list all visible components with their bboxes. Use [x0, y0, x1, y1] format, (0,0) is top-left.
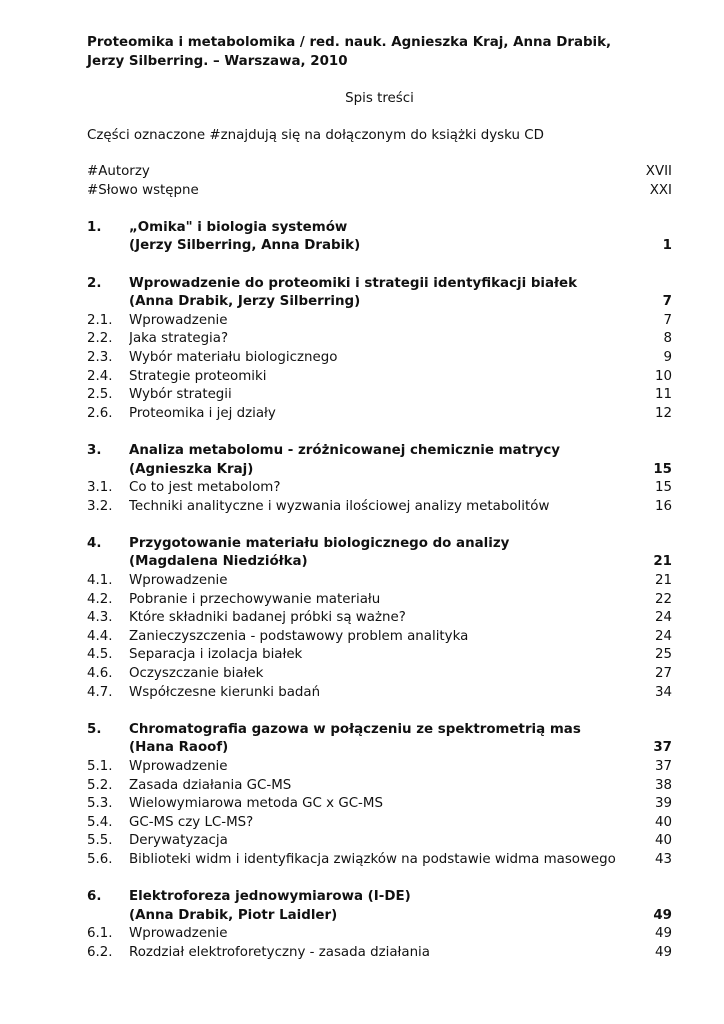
entry-number: 2.3.	[87, 349, 113, 365]
entry-page-number: 49	[654, 926, 672, 942]
front-matter-entry	[87, 182, 672, 201]
chapter-heading	[87, 888, 672, 907]
entry-page-number	[638, 535, 672, 554]
chapter-block	[87, 442, 672, 516]
chapter-authors	[87, 237, 672, 256]
entry-page-number: 37	[654, 759, 672, 774]
header-line-2: Jerzy Silberring. – Warszawa, 2010	[87, 54, 348, 69]
entry-page-number: 49	[654, 944, 672, 960]
toc-title: Spis treści	[345, 91, 414, 106]
section-entry	[87, 646, 672, 665]
entry-number: 4.1.	[87, 573, 113, 589]
entry-number: 5.1.	[87, 759, 113, 774]
entry-number	[87, 553, 129, 572]
chapter-heading	[87, 442, 672, 461]
entry-number	[87, 293, 129, 312]
section-entry	[87, 795, 672, 814]
entry-page-number: 39	[654, 796, 672, 812]
entry-page-number: 25	[654, 647, 672, 663]
entry-title: Wprowadzenie	[129, 573, 228, 589]
entry-title: Biblioteki widm i identyfikacja związków na podstawie widma masowego	[129, 851, 616, 867]
entry-page-number	[638, 442, 672, 461]
entry-title: Wielowymiarowa metoda GC x GC-MS	[129, 796, 383, 812]
entry-title: Derywatyzacja	[129, 833, 228, 849]
entry-title: Które składniki badanej próbki są ważne?	[129, 610, 406, 626]
entry-number	[87, 907, 129, 926]
entry-page-number: 40	[654, 833, 672, 849]
chapter-authors-text: (Anna Drabik, Piotr Laidler)	[129, 907, 338, 923]
section-entry	[87, 684, 672, 703]
entry-number	[87, 461, 129, 480]
entry-number: 6.2.	[87, 944, 113, 960]
entry-number	[87, 237, 129, 256]
entry-page-number	[638, 721, 672, 740]
entry-page-number: 12	[654, 405, 672, 421]
entry-page-number: 21	[653, 554, 672, 570]
entry-title: Wybór strategii	[129, 387, 232, 403]
entry-page-number: 37	[653, 740, 672, 756]
chapter-authors	[87, 739, 672, 758]
entry-page-number: 22	[654, 591, 672, 607]
entry-page-number: 11	[654, 387, 672, 403]
entry-number: 5.5.	[87, 833, 113, 849]
document-page	[87, 33, 672, 963]
section-entry	[87, 851, 672, 870]
entry-number: 3.1.	[87, 480, 113, 496]
chapter-authors	[87, 907, 672, 926]
entry-title: Wybór materiału biologicznego	[129, 349, 338, 365]
front-matter-entry	[87, 163, 672, 182]
entry-page-number: 27	[654, 666, 672, 682]
entry-page-number: 49	[653, 907, 672, 923]
section-entry	[87, 925, 672, 944]
section-entry	[87, 386, 672, 405]
entry-title: #Słowo wstępne	[87, 182, 199, 198]
section-entry	[87, 609, 672, 628]
entry-title: Chromatografia gazowa w połączeniu ze spektrometrią mas	[129, 721, 581, 737]
entry-page-number: 21	[654, 573, 672, 589]
section-entry	[87, 814, 672, 833]
bibliographic-header	[87, 33, 672, 71]
entry-page-number: 7	[663, 312, 672, 328]
entry-page-number: 8	[663, 331, 672, 347]
chapter-authors-text: (Agnieszka Kraj)	[129, 461, 254, 477]
section-entry	[87, 665, 672, 684]
entry-title: Wprowadzenie	[129, 312, 228, 328]
entry-number: 1.	[87, 219, 102, 235]
chapter-authors	[87, 461, 672, 480]
chapter-authors-text: (Jerzy Silberring, Anna Drabik)	[129, 238, 361, 254]
entry-number: 4.2.	[87, 591, 113, 607]
entry-page-number: 15	[654, 480, 672, 496]
section-entry	[87, 498, 672, 517]
entry-title: Co to jest metabolom?	[129, 480, 281, 496]
entry-title: Wprowadzenie	[129, 926, 228, 942]
entry-number: 4.6.	[87, 666, 113, 682]
entry-title: Współczesne kierunki badań	[129, 684, 321, 700]
section-entry	[87, 628, 672, 647]
entry-title: Pobranie i przechowywanie materiału	[129, 591, 381, 607]
cd-note: Części oznaczone #znajdują się na dołączonym do książki dysku CD	[87, 128, 544, 143]
chapter-authors	[87, 293, 672, 312]
entry-number: 2.	[87, 275, 102, 291]
section-entry	[87, 479, 672, 498]
entry-title: Przygotowanie materiału biologicznego do analizy	[129, 535, 510, 551]
entry-number: 2.5.	[87, 387, 113, 403]
section-entry	[87, 591, 672, 610]
section-entry	[87, 405, 672, 424]
entry-number: 5.2.	[87, 777, 113, 793]
entry-page-number: 24	[654, 628, 672, 644]
entry-page-number: 15	[653, 461, 672, 477]
section-entry	[87, 312, 672, 331]
entry-title: „Omika" i biologia systemów	[129, 219, 348, 235]
chapter-heading	[87, 275, 672, 294]
entry-title: Analiza metabolomu - zróżnicowanej chemicznie matrycy	[129, 442, 561, 458]
section-entry	[87, 944, 672, 963]
entry-page-number: 1	[662, 238, 672, 254]
entry-title: Wprowadzenie	[129, 759, 228, 774]
chapter-authors-text: (Magdalena Niedziółka)	[129, 554, 308, 570]
entry-title: Elektroforeza jednowymiarowa (I-DE)	[129, 889, 411, 905]
entry-title: Oczyszczanie białek	[129, 666, 264, 682]
entry-number: 5.	[87, 721, 102, 737]
entry-number: 3.2.	[87, 498, 113, 514]
entry-number: 4.3.	[87, 610, 113, 626]
header-line-1: Proteomika i metabolomika / red. nauk. Agnieszka Kraj, Anna Drabik,	[87, 35, 612, 50]
section-entry	[87, 777, 672, 796]
section-entry	[87, 832, 672, 851]
entry-title: Techniki analityczne i wyzwania ilościowej analizy metabolitów	[129, 498, 550, 514]
entry-page-number: XXI	[649, 182, 672, 198]
entry-number: 4.7.	[87, 684, 113, 700]
entry-page-number: 34	[654, 684, 672, 700]
entry-page-number: XVII	[645, 164, 672, 179]
entry-page-number	[638, 888, 672, 907]
entry-number: 4.	[87, 535, 102, 551]
entry-number: 2.2.	[87, 331, 113, 347]
chapter-heading	[87, 721, 672, 740]
entry-page-number: 7	[662, 294, 672, 310]
entry-number: 5.4.	[87, 814, 113, 830]
entry-title: Wprowadzenie do proteomiki i strategii identyfikacji białek	[129, 275, 578, 291]
entry-page-number: 24	[654, 610, 672, 626]
chapter-authors-text: (Hana Raoof)	[129, 740, 229, 756]
entry-title: Separacja i izolacja białek	[129, 647, 303, 663]
section-entry	[87, 330, 672, 349]
entry-number: 5.6.	[87, 851, 113, 867]
entry-number: 5.3.	[87, 796, 113, 812]
chapter-heading	[87, 219, 672, 238]
entry-number: 4.4.	[87, 628, 113, 644]
entry-page-number: 9	[663, 349, 672, 365]
entry-title: Rozdział elektroforetyczny - zasada działania	[129, 944, 430, 960]
entry-number: 3.	[87, 442, 102, 458]
entry-title: Jaka strategia?	[129, 331, 229, 347]
section-entry	[87, 758, 672, 777]
chapter-authors	[87, 553, 672, 572]
chapter-list	[87, 219, 672, 963]
entry-title: Proteomika i jej działy	[129, 405, 276, 421]
entry-page-number: 38	[654, 777, 672, 793]
section-entry	[87, 368, 672, 387]
chapter-authors-text: (Anna Drabik, Jerzy Silberring)	[129, 294, 361, 310]
entry-page-number: 10	[654, 368, 672, 384]
entry-page-number	[638, 219, 672, 238]
chapter-block	[87, 721, 672, 870]
entry-number: 2.4.	[87, 368, 113, 384]
chapter-block	[87, 275, 672, 424]
entry-page-number: 40	[654, 814, 672, 830]
chapter-block	[87, 219, 672, 256]
entry-number: 4.5.	[87, 647, 113, 663]
entry-number: 2.1.	[87, 312, 113, 328]
entry-title: GC-MS czy LC-MS?	[129, 814, 254, 830]
chapter-block	[87, 535, 672, 702]
entry-title: Strategie proteomiki	[129, 368, 267, 384]
entry-page-number: 16	[654, 498, 672, 514]
entry-page-number	[638, 275, 672, 294]
chapter-block	[87, 888, 672, 962]
entry-number: 6.	[87, 889, 102, 905]
entry-number: 6.1.	[87, 926, 113, 942]
front-matter	[87, 163, 672, 200]
entry-title: Zasada działania GC-MS	[129, 777, 292, 793]
section-entry	[87, 349, 672, 368]
entry-number	[87, 739, 129, 758]
entry-number: 2.6.	[87, 405, 113, 421]
entry-title: #Autorzy	[87, 164, 150, 179]
chapter-heading	[87, 535, 672, 554]
entry-title: Zanieczyszczenia - podstawowy problem analityka	[129, 628, 469, 644]
section-entry	[87, 572, 672, 591]
entry-page-number: 43	[654, 851, 672, 867]
